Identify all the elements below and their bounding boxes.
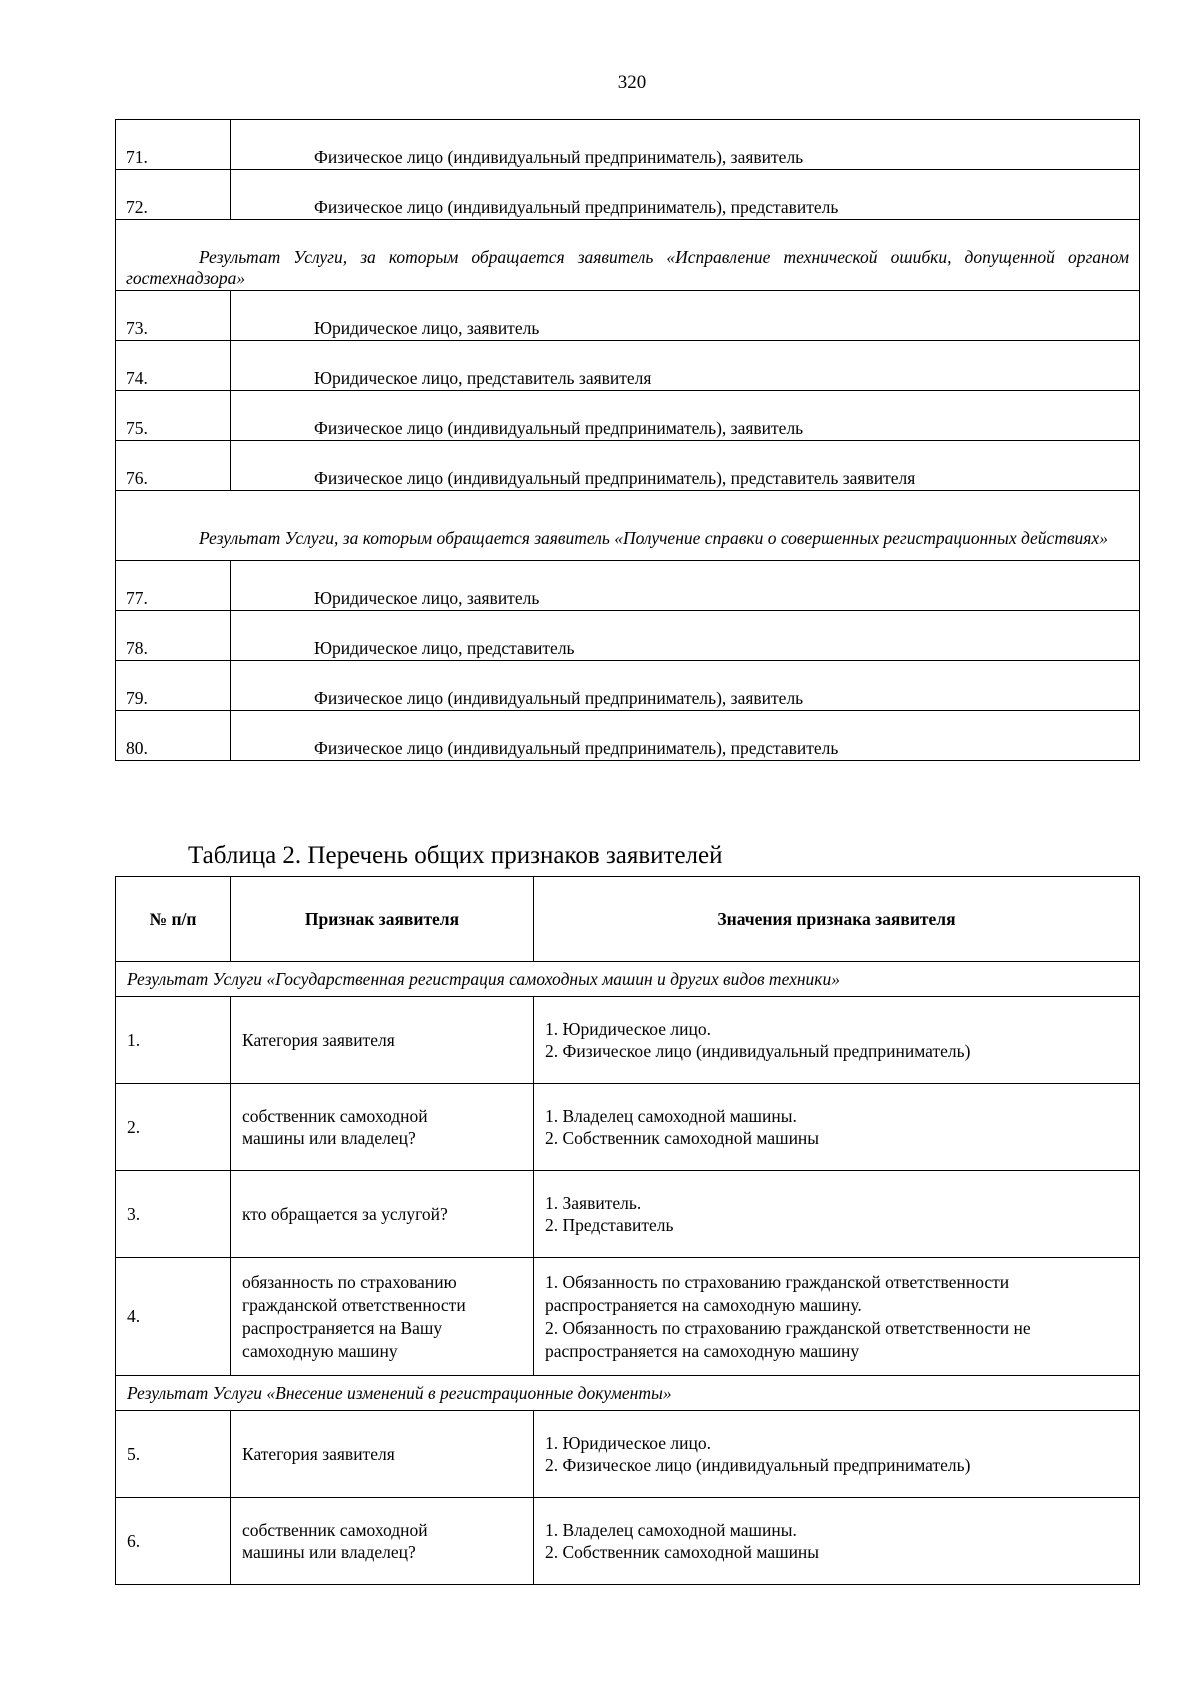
column-header-feature: Признак заявителя <box>231 877 534 962</box>
feature-cell <box>231 1084 534 1171</box>
row-text: Физическое лицо (индивидуальный предприниматель), представитель заявителя <box>231 441 1140 491</box>
value-line: 2. Собственник самоходной машины <box>545 1542 820 1562</box>
row-text: Юридическое лицо, заявитель <box>231 291 1140 341</box>
section-text: Результат Услуги «Внесение изменений в регистрационные документы» <box>116 1376 1140 1411</box>
values-cell <box>534 1258 1140 1376</box>
table2-title: Таблица 2. Перечень общих признаков заявителей <box>188 842 723 869</box>
row-number: 5. <box>116 1411 231 1498</box>
row-number: 74. <box>116 341 231 391</box>
value-line: 1. Владелец самоходной машины. <box>545 1106 797 1126</box>
section-text: Результат Услуги, за которым обращается заявитель «Исправление технической ошибки, допущенной органом гостехнадзора» <box>126 247 1129 288</box>
page-number: 320 <box>617 72 647 93</box>
value-line: 2. Обязанность по страхованию гражданской ответственности не <box>545 1317 1031 1338</box>
values-cell <box>534 997 1140 1084</box>
feature-line: собственник самоходной <box>242 1520 428 1540</box>
feature-cell <box>231 997 534 1084</box>
value-line: 2. Физическое лицо (индивидуальный предприниматель) <box>545 1041 971 1061</box>
section-row <box>116 1376 1140 1411</box>
row-number: 6. <box>116 1498 231 1585</box>
row-number: 75. <box>116 391 231 441</box>
table-row <box>116 561 1140 611</box>
table-row <box>116 120 1140 170</box>
value-line: 1. Обязанность по страхованию гражданской ответственности <box>545 1271 1010 1292</box>
feature-line: машины или владелец? <box>242 1542 416 1562</box>
section-text: Результат Услуги, за которым обращается заявитель «Получение справки о совершенных регистрационных действиях» <box>199 528 1108 548</box>
applicants-table-continued <box>115 119 1140 761</box>
values-cell <box>534 1171 1140 1258</box>
common-features-table <box>115 876 1140 1585</box>
value-line: распространяется на самоходную машину <box>545 1340 860 1361</box>
value-line: 2. Собственник самоходной машины <box>545 1128 820 1148</box>
table-row <box>116 1084 1140 1171</box>
table-row <box>116 711 1140 761</box>
row-text: Физическое лицо (индивидуальный предприниматель), заявитель <box>231 391 1140 441</box>
table-row <box>116 1411 1140 1498</box>
feature-line: собственник самоходной <box>242 1106 428 1126</box>
table-row <box>116 997 1140 1084</box>
column-header-number: № п/п <box>116 877 231 962</box>
row-text: Физическое лицо (индивидуальный предприниматель), представитель <box>231 170 1140 220</box>
row-text: Физическое лицо (индивидуальный предприниматель), представитель <box>231 711 1140 761</box>
row-number: 80. <box>116 711 231 761</box>
feature-line: самоходную машину <box>242 1340 398 1361</box>
value-line: 1. Владелец самоходной машины. <box>545 1520 797 1540</box>
column-header-values: Значения признака заявителя <box>534 877 1140 962</box>
row-number: 76. <box>116 441 231 491</box>
section-cell <box>116 220 1140 291</box>
table-row <box>116 291 1140 341</box>
row-number: 78. <box>116 611 231 661</box>
value-line: 1. Заявитель. <box>545 1193 642 1213</box>
feature-cell <box>231 1498 534 1585</box>
row-number: 2. <box>116 1084 231 1171</box>
feature-line: гражданской ответственности <box>242 1294 466 1315</box>
value-line: 1. Юридическое лицо. <box>545 1019 711 1039</box>
value-line: 2. Физическое лицо (индивидуальный предприниматель) <box>545 1455 971 1475</box>
feature-line: обязанность по страхованию <box>242 1271 457 1292</box>
feature-cell <box>231 1411 534 1498</box>
values-cell <box>534 1498 1140 1585</box>
table-row <box>116 170 1140 220</box>
values-cell <box>534 1411 1140 1498</box>
row-text: Физическое лицо (индивидуальный предприниматель), заявитель <box>231 661 1140 711</box>
value-line: 2. Представитель <box>545 1215 674 1235</box>
table-row <box>116 1498 1140 1585</box>
table-row <box>116 611 1140 661</box>
table-row <box>116 441 1140 491</box>
row-number: 79. <box>116 661 231 711</box>
feature-line: кто обращается за услугой? <box>242 1204 448 1224</box>
row-number: 73. <box>116 291 231 341</box>
row-number: 3. <box>116 1171 231 1258</box>
section-row <box>116 491 1140 561</box>
row-text: Юридическое лицо, заявитель <box>231 561 1140 611</box>
row-number: 77. <box>116 561 231 611</box>
feature-line: Категория заявителя <box>242 1444 395 1464</box>
table-row <box>116 391 1140 441</box>
section-cell <box>116 491 1140 561</box>
feature-line: Категория заявителя <box>242 1030 395 1050</box>
feature-cell <box>231 1258 534 1376</box>
header-row <box>116 877 1140 962</box>
row-text: Юридическое лицо, представитель <box>231 611 1140 661</box>
value-line: распространяется на самоходную машину. <box>545 1294 862 1315</box>
row-number: 71. <box>116 120 231 170</box>
row-text: Юридическое лицо, представитель заявителя <box>231 341 1140 391</box>
section-text: Результат Услуги «Государственная регистрация самоходных машин и других видов техники» <box>116 962 1140 997</box>
section-row <box>116 220 1140 291</box>
value-line: 1. Юридическое лицо. <box>545 1433 711 1453</box>
table-row <box>116 661 1140 711</box>
row-number: 4. <box>116 1258 231 1376</box>
table-row <box>116 341 1140 391</box>
row-text: Физическое лицо (индивидуальный предприниматель), заявитель <box>231 120 1140 170</box>
row-number: 1. <box>116 997 231 1084</box>
feature-line: распространяется на Вашу <box>242 1317 443 1338</box>
table-row <box>116 1171 1140 1258</box>
values-cell <box>534 1084 1140 1171</box>
feature-cell <box>231 1171 534 1258</box>
section-row <box>116 962 1140 997</box>
table-row <box>116 1258 1140 1376</box>
row-number: 72. <box>116 170 231 220</box>
feature-line: машины или владелец? <box>242 1128 416 1148</box>
